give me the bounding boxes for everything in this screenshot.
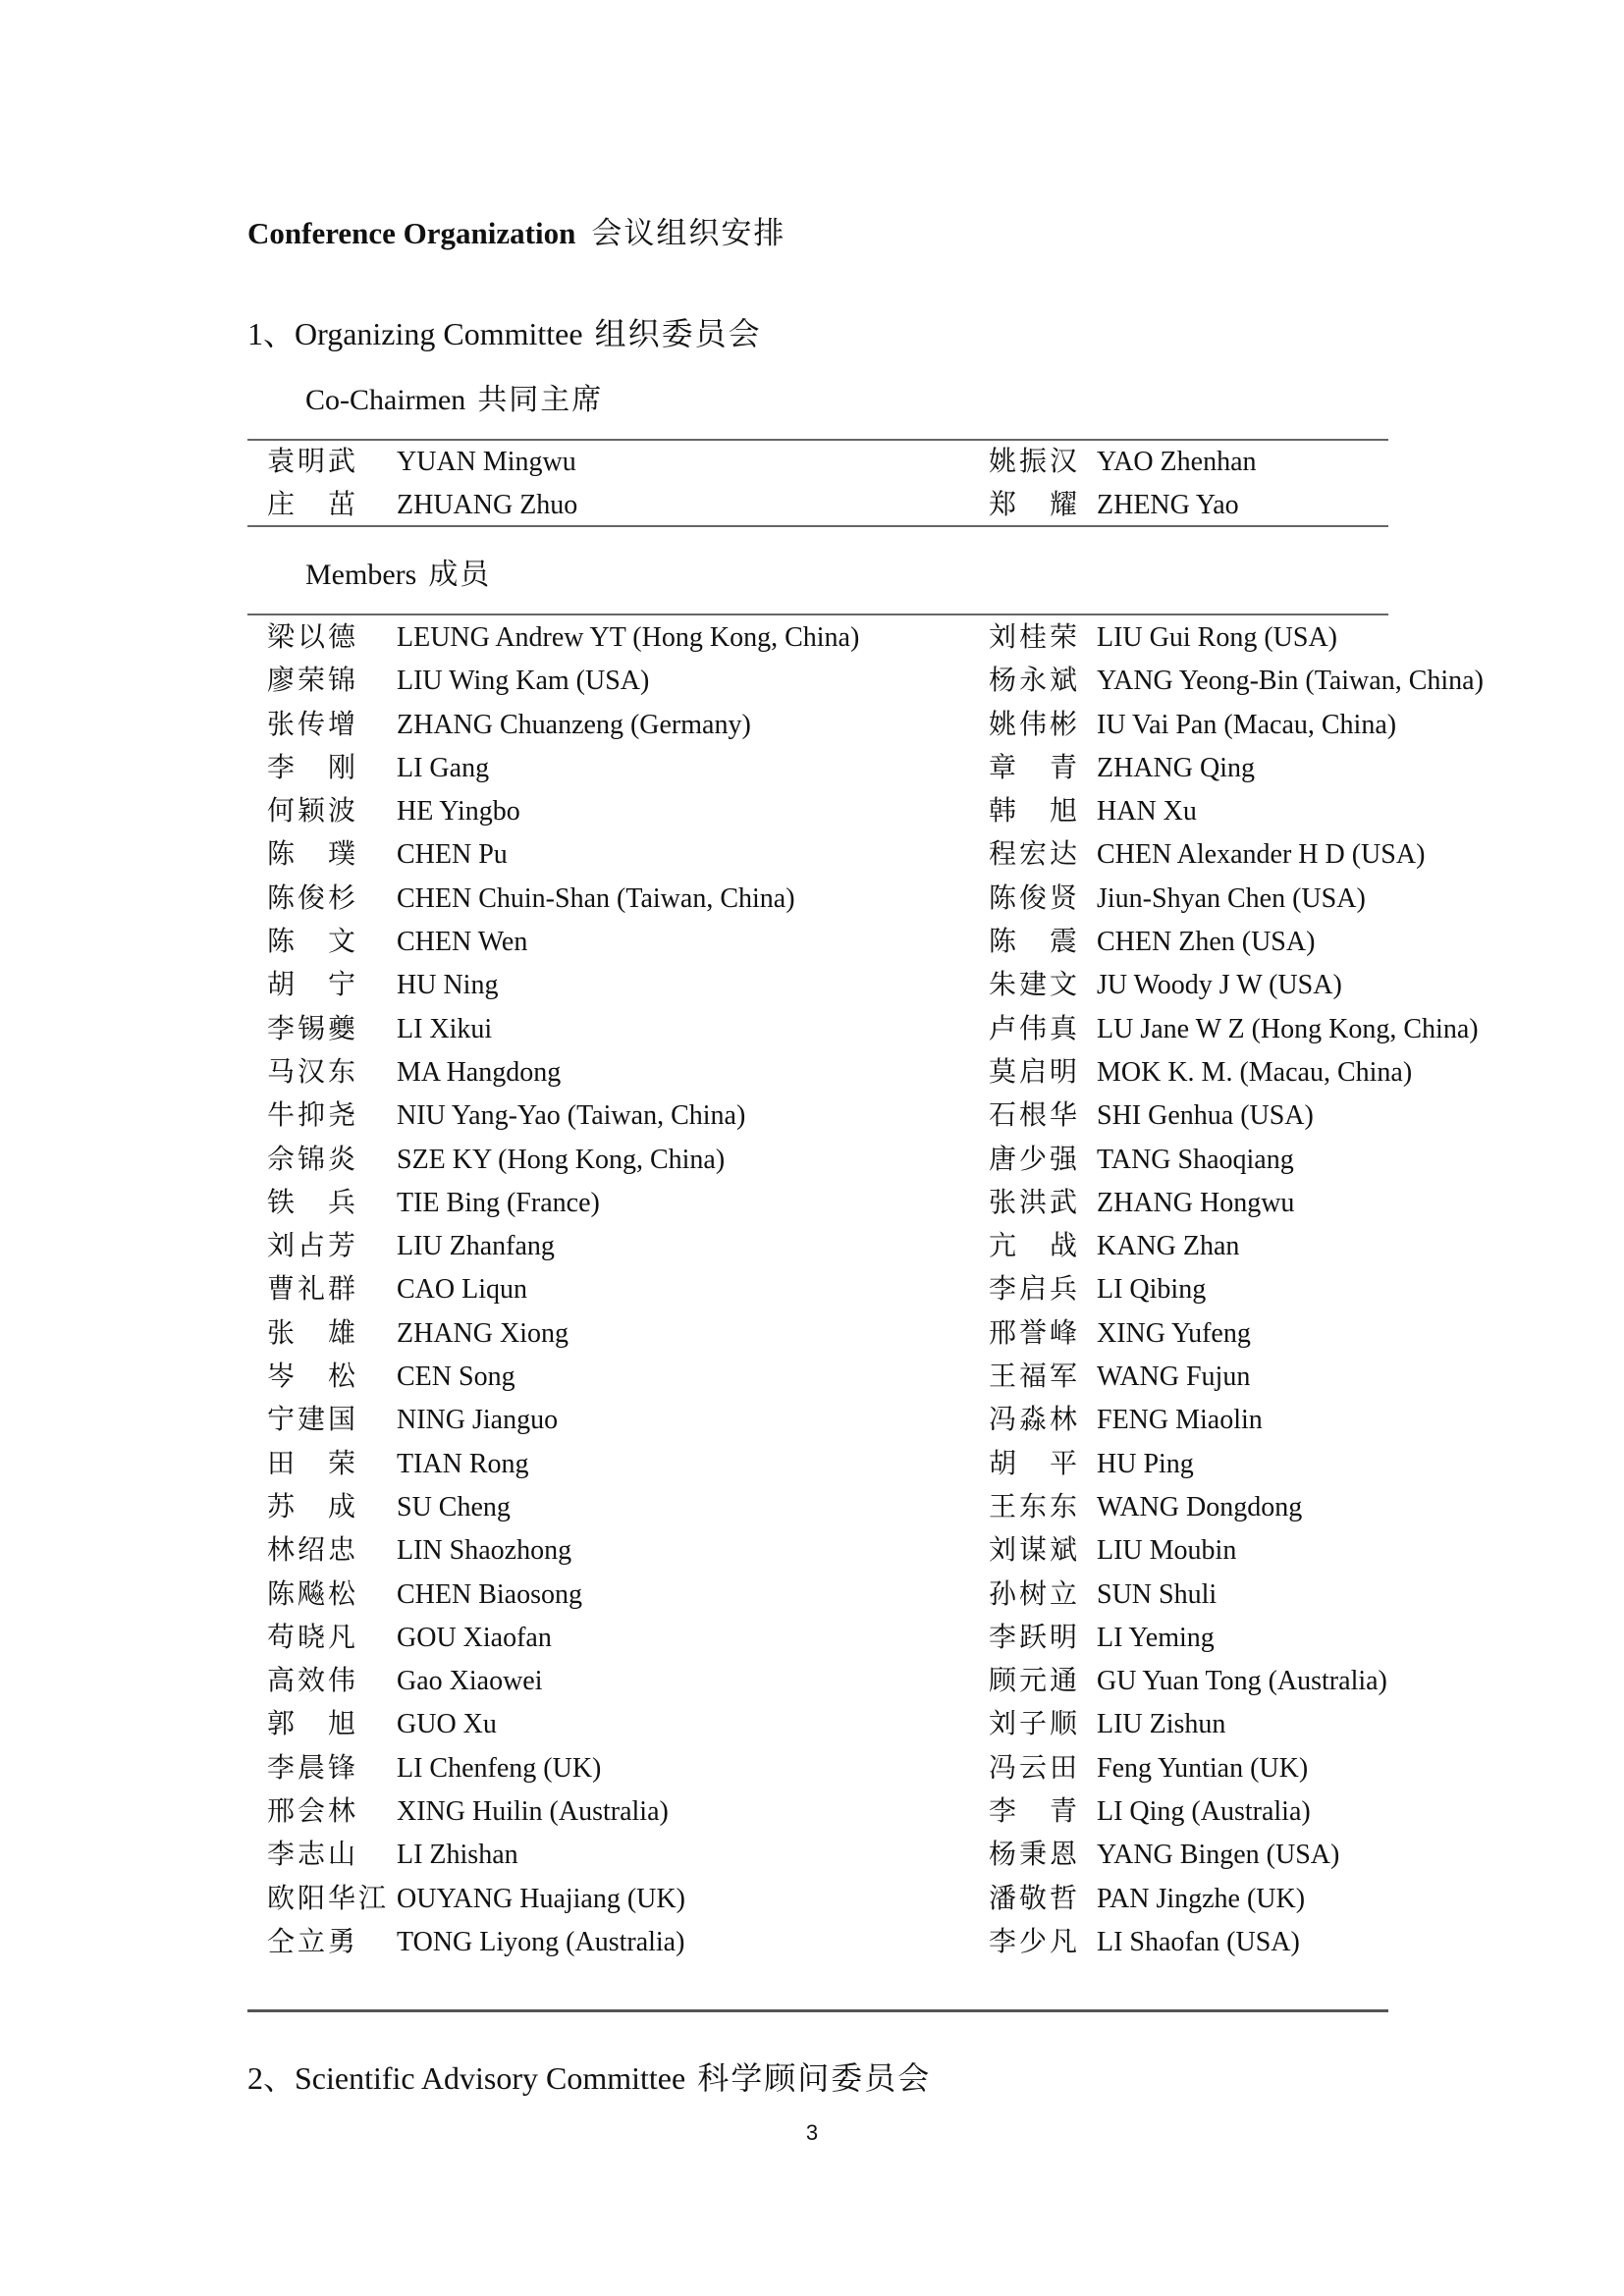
member-name-en: YAO Zhenhan (1097, 447, 1257, 477)
member-name-zh: 亢 战 (989, 1231, 1081, 1262)
table-row (247, 1268, 1388, 1311)
member-name-en: GUO Xu (397, 1709, 497, 1740)
table-row (247, 1139, 1388, 1182)
member-name-en: TANG Shaoqiang (1097, 1144, 1294, 1175)
table-row (247, 1747, 1388, 1790)
table-row (247, 747, 1388, 790)
sub-heading-en: Co-Chairmen (305, 384, 466, 416)
member-name-zh: 苟晓凡 (267, 1622, 359, 1653)
member-name-en: TIAN Rong (397, 1448, 529, 1479)
page-number: 3 (805, 2120, 819, 2145)
table-row (247, 1834, 1388, 1877)
co-chairmen-table (247, 441, 1388, 528)
member-name-en: LIN Shaozhong (397, 1535, 572, 1567)
member-name-en: ZHANG Hongwu (1097, 1187, 1295, 1218)
member-name-en: MA Hangdong (397, 1056, 562, 1088)
member-name-zh: 张 雄 (267, 1317, 359, 1349)
table-row (247, 1921, 1388, 1964)
member-name-en: CHEN Pu (397, 839, 508, 871)
table-row (247, 1182, 1388, 1225)
table-row (247, 660, 1388, 703)
member-name-zh: 梁以德 (267, 622, 359, 653)
member-name-en: KANG Zhan (1097, 1231, 1240, 1262)
member-name-zh: 田 荣 (267, 1448, 359, 1479)
member-name-zh: 张洪武 (989, 1187, 1081, 1218)
member-name-zh: 郑 耀 (989, 490, 1081, 521)
member-name-zh: 朱建文 (989, 970, 1081, 1001)
member-name-en: LI Zhishan (397, 1840, 518, 1871)
member-name-en: NIU Yang-Yao (Taiwan, China) (397, 1100, 746, 1132)
member-name-zh: 庄 茁 (267, 490, 359, 521)
member-name-zh: 邢誉峰 (989, 1317, 1081, 1349)
table-row (247, 1051, 1388, 1095)
table-rule-bottom (247, 2009, 1388, 2012)
member-name-en: HAN Xu (1097, 796, 1197, 828)
member-name-en: JU Woody J W (USA) (1097, 970, 1342, 1001)
member-name-en: Jiun-Shyan Chen (USA) (1097, 882, 1366, 914)
sub-heading-en: Members (305, 559, 417, 591)
member-name-zh: 刘桂荣 (989, 622, 1081, 653)
member-name-en: ZHANG Chuanzeng (Germany) (397, 709, 751, 740)
member-name-zh: 李启兵 (989, 1274, 1081, 1306)
member-name-en: LIU Zhanfang (397, 1231, 555, 1262)
sub-heading-co-chairmen (305, 375, 603, 418)
member-name-zh: 邢会林 (267, 1796, 359, 1828)
member-name-en: OUYANG Huajiang (UK) (397, 1883, 685, 1914)
member-name-en: CHEN Wen (397, 927, 528, 958)
member-name-en: XING Yufeng (1097, 1317, 1251, 1349)
table-row (247, 616, 1388, 660)
member-name-en: CEN Song (397, 1362, 515, 1393)
member-name-en: ZHANG Xiong (397, 1317, 568, 1349)
member-name-en: SU Cheng (397, 1491, 511, 1522)
member-name-zh: 韩 旭 (989, 796, 1081, 828)
member-name-en: ZHANG Qing (1097, 752, 1255, 783)
member-name-zh: 曹礼群 (267, 1274, 359, 1306)
page-title-zh: 会议组织安排 (591, 216, 786, 250)
member-name-zh: 苏 成 (267, 1491, 359, 1522)
member-name-zh: 潘敬哲 (989, 1883, 1081, 1914)
member-name-en: ZHENG Yao (1097, 490, 1239, 521)
member-name-zh: 刘谋斌 (989, 1535, 1081, 1567)
member-name-en: Gao Xiaowei (397, 1666, 543, 1697)
table-row (247, 1356, 1388, 1399)
table-row (247, 1574, 1388, 1617)
member-name-zh: 胡 平 (989, 1448, 1081, 1479)
member-name-zh: 杨永斌 (989, 666, 1081, 697)
member-name-zh: 陈俊贤 (989, 882, 1081, 914)
member-name-zh: 李志山 (267, 1840, 359, 1871)
member-name-en: HU Ping (1097, 1448, 1194, 1479)
table-row (247, 1095, 1388, 1138)
member-name-zh: 姚伟彬 (989, 709, 1081, 740)
table-row (247, 1703, 1388, 1746)
member-name-en: SUN Shuli (1097, 1578, 1218, 1610)
member-name-zh: 郭 旭 (267, 1709, 359, 1740)
member-name-en: LI Xikui (397, 1013, 493, 1044)
member-name-zh: 冯云田 (989, 1752, 1081, 1784)
table-row (247, 1443, 1388, 1486)
member-name-en: LIU Gui Rong (USA) (1097, 622, 1337, 653)
member-name-en: GOU Xiaofan (397, 1622, 552, 1653)
member-name-en: LI Shaofan (USA) (1097, 1926, 1300, 1957)
table-row (247, 964, 1388, 1007)
member-name-en: LIU Wing Kam (USA) (397, 666, 650, 697)
member-name-en: YANG Bingen (USA) (1097, 1840, 1340, 1871)
table-row (247, 1399, 1388, 1442)
table-row (247, 484, 1388, 527)
member-name-en: HE Yingbo (397, 796, 520, 828)
table-row (247, 1878, 1388, 1921)
member-name-zh: 陈 文 (267, 927, 359, 958)
member-name-en: LI Qibing (1097, 1274, 1207, 1306)
member-name-en: LI Chenfeng (UK) (397, 1752, 602, 1784)
member-name-zh: 程宏达 (989, 839, 1081, 871)
member-name-zh: 王东东 (989, 1491, 1081, 1522)
member-name-en: CHEN Zhen (USA) (1097, 927, 1316, 958)
member-name-zh: 何颖波 (267, 796, 359, 828)
member-name-en: WANG Dongdong (1097, 1491, 1303, 1522)
table-rule-bottom (247, 525, 1388, 527)
table-row (247, 1225, 1388, 1268)
section-heading-zh: 科学顾问委员会 (697, 2060, 932, 2096)
member-name-zh: 冯淼林 (989, 1405, 1081, 1436)
member-name-en: LI Gang (397, 752, 490, 783)
member-name-en: IU Vai Pan (Macau, China) (1097, 709, 1397, 740)
table-row (247, 790, 1388, 833)
member-name-en: CAO Liqun (397, 1274, 527, 1306)
member-name-zh: 廖荣锦 (267, 666, 359, 697)
table-row (247, 1529, 1388, 1573)
member-name-zh: 铁 兵 (267, 1187, 359, 1218)
member-name-zh: 欧阳华江 (267, 1883, 390, 1914)
member-name-zh: 高效伟 (267, 1666, 359, 1697)
member-name-en: LEUNG Andrew YT (Hong Kong, China) (397, 622, 860, 653)
member-name-en: CHEN Alexander H D (USA) (1097, 839, 1426, 871)
member-name-en: TONG Liyong (Australia) (397, 1926, 685, 1957)
member-name-en: Feng Yuntian (UK) (1097, 1752, 1309, 1784)
member-name-zh: 刘占芳 (267, 1231, 359, 1262)
table-row (247, 878, 1388, 921)
member-name-zh: 孙树立 (989, 1578, 1081, 1610)
table-row (247, 921, 1388, 964)
member-name-zh: 陈飚松 (267, 1578, 359, 1610)
table-row (247, 441, 1388, 484)
member-name-en: NING Jianguo (397, 1405, 559, 1436)
table-row (247, 1008, 1388, 1051)
member-name-en: XING Huilin (Australia) (397, 1796, 669, 1828)
section-heading-scientific-advisory-committee (247, 2054, 931, 2099)
member-name-zh: 李 青 (989, 1796, 1081, 1828)
section-heading-zh: 组织委员会 (594, 316, 762, 351)
member-name-zh: 章 青 (989, 752, 1081, 783)
member-name-en: LI Qing (Australia) (1097, 1796, 1311, 1828)
table-row (247, 1790, 1388, 1834)
member-name-zh: 唐少强 (989, 1144, 1081, 1175)
sub-heading-members (305, 550, 491, 593)
member-name-zh: 胡 宁 (267, 970, 359, 1001)
member-name-en: GU Yuan Tong (Australia) (1097, 1666, 1387, 1697)
sub-heading-zh: 成员 (428, 559, 492, 591)
member-name-zh: 石根华 (989, 1100, 1081, 1132)
table-rule-top (247, 614, 1388, 615)
member-name-zh: 李少凡 (989, 1926, 1081, 1957)
member-name-zh: 岑 松 (267, 1362, 359, 1393)
member-name-en: CHEN Chuin-Shan (Taiwan, China) (397, 882, 795, 914)
member-name-zh: 顾元通 (989, 1666, 1081, 1697)
page-title (247, 208, 785, 252)
member-name-zh: 陈 震 (989, 927, 1081, 958)
member-name-en: LU Jane W Z (Hong Kong, China) (1097, 1013, 1479, 1044)
member-name-en: SHI Genhua (USA) (1097, 1100, 1314, 1132)
page-title-en: Conference Organization (247, 216, 576, 250)
member-name-zh: 杨秉恩 (989, 1840, 1081, 1871)
member-name-zh: 仝立勇 (267, 1926, 359, 1957)
member-name-en: MOK K. M. (Macau, China) (1097, 1056, 1413, 1088)
member-name-zh: 李锡夔 (267, 1013, 359, 1044)
member-name-zh: 陈 璞 (267, 839, 359, 871)
member-name-zh: 李 刚 (267, 752, 359, 783)
members-table (247, 616, 1484, 1964)
table-row (247, 1312, 1388, 1356)
member-name-zh: 马汉东 (267, 1056, 359, 1088)
member-name-zh: 李晨锋 (267, 1752, 359, 1784)
member-name-en: CHEN Biaosong (397, 1578, 582, 1610)
member-name-en: LI Yeming (1097, 1622, 1215, 1653)
member-name-zh: 刘子顺 (989, 1709, 1081, 1740)
table-row (247, 704, 1388, 747)
member-name-en: PAN Jingzhe (UK) (1097, 1883, 1306, 1914)
member-name-zh: 莫启明 (989, 1056, 1081, 1088)
table-row (247, 1617, 1388, 1660)
table-row (247, 1660, 1388, 1703)
member-name-en: TIE Bing (France) (397, 1187, 600, 1218)
member-name-en: LIU Moubin (1097, 1535, 1237, 1567)
member-name-en: WANG Fujun (1097, 1362, 1251, 1393)
member-name-zh: 林绍忠 (267, 1535, 359, 1567)
sub-heading-zh: 共同主席 (477, 384, 604, 416)
member-name-zh: 姚振汉 (989, 447, 1081, 477)
section-heading-organizing-committee (247, 309, 762, 354)
member-name-zh: 牛抑尧 (267, 1100, 359, 1132)
table-row (247, 833, 1388, 877)
member-name-zh: 李跃明 (989, 1622, 1081, 1653)
member-name-zh: 佘锦炎 (267, 1144, 359, 1175)
section-heading-en: 2、Scientific Advisory Committee (247, 2060, 686, 2096)
member-name-zh: 卢伟真 (989, 1013, 1081, 1044)
member-name-zh: 张传增 (267, 709, 359, 740)
section-heading-en: 1、Organizing Committee (247, 316, 583, 351)
member-name-en: YUAN Mingwu (397, 447, 576, 477)
member-name-zh: 陈俊杉 (267, 882, 359, 914)
table-row (247, 1486, 1388, 1529)
member-name-en: FENG Miaolin (1097, 1405, 1263, 1436)
member-name-zh: 袁明武 (267, 447, 359, 477)
member-name-en: SZE KY (Hong Kong, China) (397, 1144, 726, 1175)
member-name-en: ZHUANG Zhuo (397, 490, 578, 521)
member-name-en: HU Ning (397, 970, 499, 1001)
member-name-zh: 宁建国 (267, 1405, 359, 1436)
member-name-en: YANG Yeong-Bin (Taiwan, China) (1097, 666, 1484, 697)
member-name-en: LIU Zishun (1097, 1709, 1226, 1740)
member-name-zh: 王福军 (989, 1362, 1081, 1393)
